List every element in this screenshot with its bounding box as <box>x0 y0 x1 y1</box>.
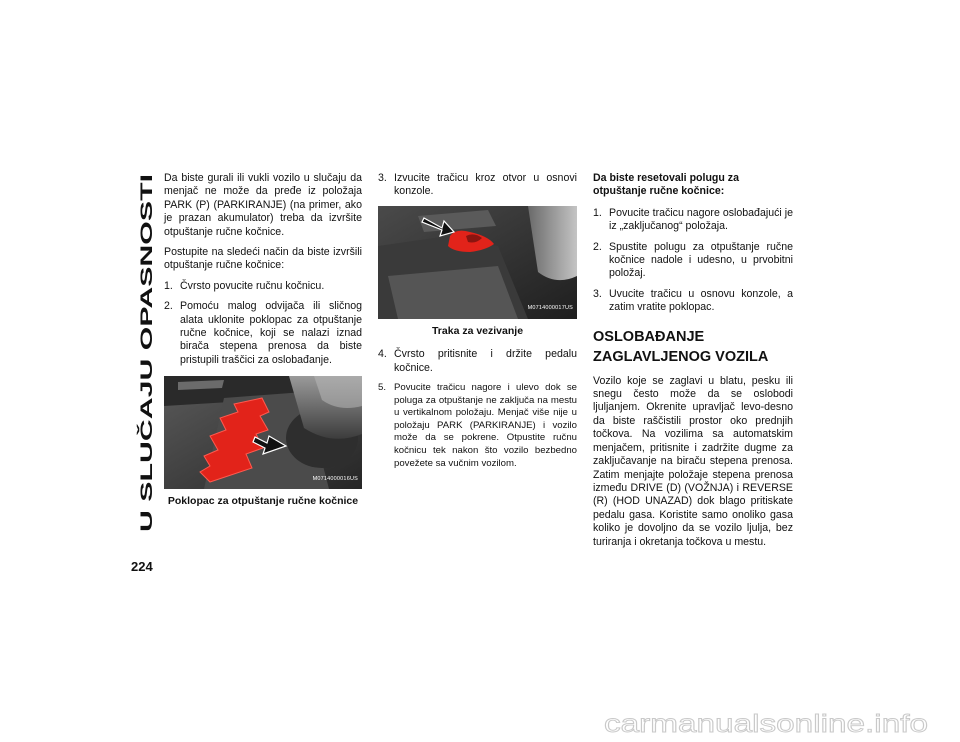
watermark-text: carmanualsonline.info <box>604 710 928 738</box>
step-text: Povucite tračicu nagore i ulevo dok se poluga za otpuštanje ne zaključa na mestu u vertikalnom položaju. Menjač više nije u položaju PARK (PARKIRANJE) i vozilo može da se pokrene. Otpustite ručnu kočnicu tek nakon što vozilo bezbedno povežete sa vučnim vozilom. <box>394 382 577 469</box>
step-text: Uvucite tračicu u osnovu konzole, a zatim vratite poklopac. <box>609 287 793 314</box>
step-text: Povucite tračicu nagore oslobađajući je iz „zaključanog“ položaja. <box>609 206 793 233</box>
page-number: 224 <box>131 559 153 574</box>
step-text: Izvucite tračicu kroz otvor u osnovi konzole. <box>394 172 577 198</box>
column-1 <box>164 172 362 519</box>
tether-strap-photo <box>378 206 577 319</box>
side-section-title-text: U SLUČAJU OPASNOSTI <box>137 331 156 532</box>
column-3 <box>593 172 793 556</box>
step-text: Pomoću malog odvijača ili sličnog alata uklonite poklopac za otpuštanje ručne kočnice, koji se nalazi iznad birača stepena prenosa da biste pristupili traščici za oslobađanje. <box>180 300 362 366</box>
image-caption: Poklopac za otpuštanje ručne kočnice <box>167 495 359 508</box>
step-item <box>164 280 362 293</box>
image-code: M0714000017US <box>527 305 573 312</box>
step-number: 1. <box>164 279 173 292</box>
step-number: 2. <box>164 300 173 313</box>
step-item <box>164 300 362 367</box>
step-number: 3. <box>593 287 602 300</box>
stuck-vehicle-paragraph: Vozilo koje se zaglavi u blatu, pesku ili snegu često može da se oslobodi ljuljanjem. Okrenite upravljač levo-desno da biste raščistili prostor oko prednjih točkova. Na vozilima sa automatskim menjačem, pritisnite i zadržite dugme za zaključavanje na biraču stepena prenosa. Zatim menjajte položaje stepena prenosa između DRIVE (D) (VOŽNJA) i REVERSE (R) (HOD UNAZAD) dok blago pritiskate pedalu gasa. Koristite samo onoliko gasa koliko je dovoljno da se vozilo ljulja, bez turiranja i okretanja točkova u mestu. <box>593 374 793 548</box>
step-text: Čvrsto povucite ručnu kočnicu. <box>180 279 325 292</box>
step-item <box>378 348 577 375</box>
tow-intro-paragraph: Da biste gurali ili vukli vozilo u slučaju da menjač ne može da pređe iz položaja PARK (P) (PARKIRANJE) (na primer, ako je prazan akumulator) treba da izvršite otpuštanje ručne kočnice. <box>164 172 362 238</box>
step-item <box>378 172 577 199</box>
step-number: 1. <box>593 206 602 219</box>
release-cover-photo <box>164 376 362 489</box>
side-section-title <box>133 170 159 535</box>
reset-lever-heading: Da biste resetovali polugu za otpuštanje ručne kočnice: <box>593 172 739 198</box>
step-item <box>378 382 577 470</box>
watermark <box>604 708 934 738</box>
image-code: M0714000016US <box>312 475 358 482</box>
step-item <box>593 207 793 234</box>
step-text: Spustite polugu za otpuštanje ručne kočnice nadole i udesno, u prvobitni položaj. <box>609 240 793 280</box>
column-2 <box>378 172 577 477</box>
section-heading-line-2: ZAGLAVLJENOG VOZILA <box>593 348 769 365</box>
section-heading-line-1: OSLOBAĐANJE <box>593 328 705 345</box>
procedure-intro-paragraph: Postupite na sledeći način da biste izvršili otpuštanje ručne kočnice: <box>164 246 362 272</box>
step-item <box>593 241 793 281</box>
image-caption: Traka za vezivanje <box>431 324 524 337</box>
step-number: 4. <box>378 348 387 361</box>
step-text: Čvrsto pritisnite i držite pedalu kočnice. <box>394 348 577 374</box>
step-number: 3. <box>378 172 387 184</box>
step-number: 2. <box>593 240 602 253</box>
section-heading <box>593 327 793 367</box>
step-number: 5. <box>378 382 387 394</box>
step-item <box>593 288 793 315</box>
